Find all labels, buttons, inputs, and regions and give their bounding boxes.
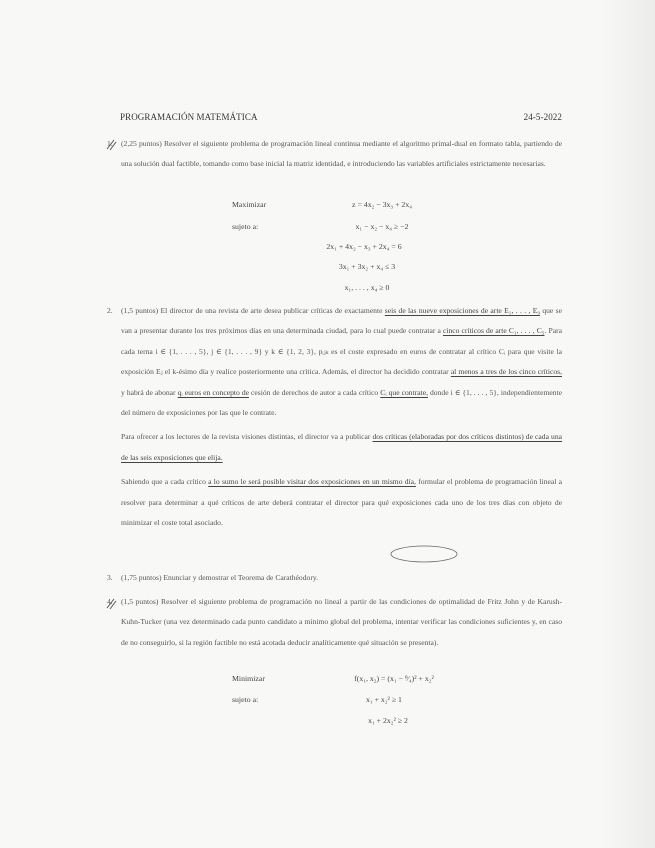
problem-text — [121, 568, 562, 588]
exam-date: 24-5-2022 — [523, 112, 562, 122]
paragraph — [121, 472, 562, 533]
problem-text — [121, 592, 562, 653]
problem-number: 3. — [107, 573, 113, 582]
text-segment: formular el problema de programación lineal a resolver para determinar a qué críticos de arte deberá contratar el director para qué exposiciones cada uno de los tres días con objeto de minimizar el coste total asociado. — [121, 477, 562, 528]
problem-4 — [107, 592, 562, 653]
underlined-text: dos críticas (elaboradas por dos críticos distintos) de cada una de las seis exposiciones que elija. — [121, 432, 562, 462]
constraint-2: x₁ + 2x₂² ≥ 2 — [368, 716, 408, 725]
paragraph — [121, 301, 562, 423]
objective-function: f(x₁, x₂) = (x₁ − ⁹⁄₄)² + x₂² — [354, 674, 434, 683]
constraint-3: 3x₁ + 3x₂ + x₄ ≤ 3 — [338, 262, 396, 271]
paragraph — [121, 427, 562, 468]
text-segment: Sabiendo que a cada crítico — [121, 477, 209, 487]
text-segment: y habrá de abonar — [121, 387, 178, 397]
objective-label: Maximizar — [232, 200, 267, 209]
text-segment: que se van a presentar durante los tres próximos días en una determinada ciudad, para lo cual puede contratar a — [121, 306, 562, 336]
pencil-circle-mark — [388, 542, 460, 566]
objective-label: Minimizar — [232, 674, 265, 683]
paragraph — [121, 568, 562, 588]
underlined-text: seis de las nueve exposiciones de arte E₁, . . . , E₉ — [384, 306, 540, 315]
problem-2 — [107, 301, 562, 533]
constraint-2: 2x₁ + 4x₂ − x₃ + 2x₄ = 6 — [326, 242, 402, 251]
text-segment: . Para cada terna i ∈ {1, . . . , 5}, j ∈ {1, . . . , 9} y k ∈ {1, 2, 3}, pᵢⱼₖ es el coste expresado en euros de contratar al crítico Cᵢ para que visite la exposición Eⱼ el k-ésimo día y realice posteriormente una crítica. Además, el director ha decidido contratar — [121, 326, 562, 377]
nlp-model — [232, 674, 492, 734]
constraint-1: x₁ − x₂ − x₄ ≥ −2 — [355, 222, 409, 231]
lp-model — [232, 200, 432, 300]
problem-text — [121, 301, 562, 533]
text-segment: (1,5 puntos) Resolver el siguiente problema de programación no lineal a partir de las condiciones de optimalidad de Fritz John y de Karush-Kuhn-Tucker (una vez determinado cada punto candidato a mínimo global del problema, intentar verificar las condiciones suficientes y, en caso de no conseguirlo, si la región factible no está acotada deducir analíticamente qué situación se presenta). — [121, 597, 562, 647]
nonnegativity: x₁, . . . , x₄ ≥ 0 — [344, 283, 390, 292]
underlined-text: al menos a tres de los cinco críticos, — [450, 367, 562, 377]
course-title: PROGRAMACIÓN MATEMÁTICA — [120, 112, 258, 122]
underlined-text: cinco críticos de arte C₁, . . . , C₅ — [442, 326, 545, 336]
page-header — [120, 112, 562, 122]
text-segment: (1,75 puntos) Enunciar y demostrar el Teorema de Carathéodory. — [121, 573, 319, 582]
objective-function: z = 4x₂ − 3x₃ + 2x₄ — [352, 200, 412, 209]
paragraph — [121, 134, 562, 175]
text-segment: cesión de derechos de autor a cada crítico — [248, 387, 381, 397]
scan-shadow — [600, 0, 655, 848]
constraint-1: x₁ + x₂² ≥ 1 — [366, 695, 402, 704]
underlined-text: a lo sumo le será posible visitar dos exposiciones en un mismo día, — [208, 477, 416, 487]
underlined-text: Cᵢ que contrate, — [380, 387, 428, 397]
problem-number: 2. — [107, 306, 113, 315]
subject-to-label: sujeto a: — [232, 695, 259, 704]
problem-number: 4. — [107, 597, 113, 606]
text-segment: Para ofrecer a los lectores de la revista visiones distintas, el director va a publicar — [121, 432, 373, 442]
text-segment: (1,5 puntos) El director de una revista de arte desea publicar críticas de exactamente — [121, 306, 385, 315]
paragraph — [121, 592, 562, 653]
text-segment: donde i ∈ {1, . . . , 5}, independientemente del número de exposiciones por las que le contrate. — [121, 387, 562, 418]
problem-1 — [107, 134, 562, 175]
text-segment: (2,25 puntos) Resolver el siguiente problema de programación lineal continua mediante el algoritmo primal-dual en formato tabla, partiendo de una solución dual factible, tomando como base inicial la matriz identidad, e introduciendo las variables artificiales estrictamente necesarias. — [121, 139, 562, 169]
underlined-text: qᵢ euros en concepto de — [177, 387, 249, 397]
problem-3 — [107, 568, 562, 588]
problem-number: 1. — [107, 139, 113, 148]
subject-to-label: sujeto a: — [232, 222, 259, 231]
problem-text — [121, 134, 562, 175]
